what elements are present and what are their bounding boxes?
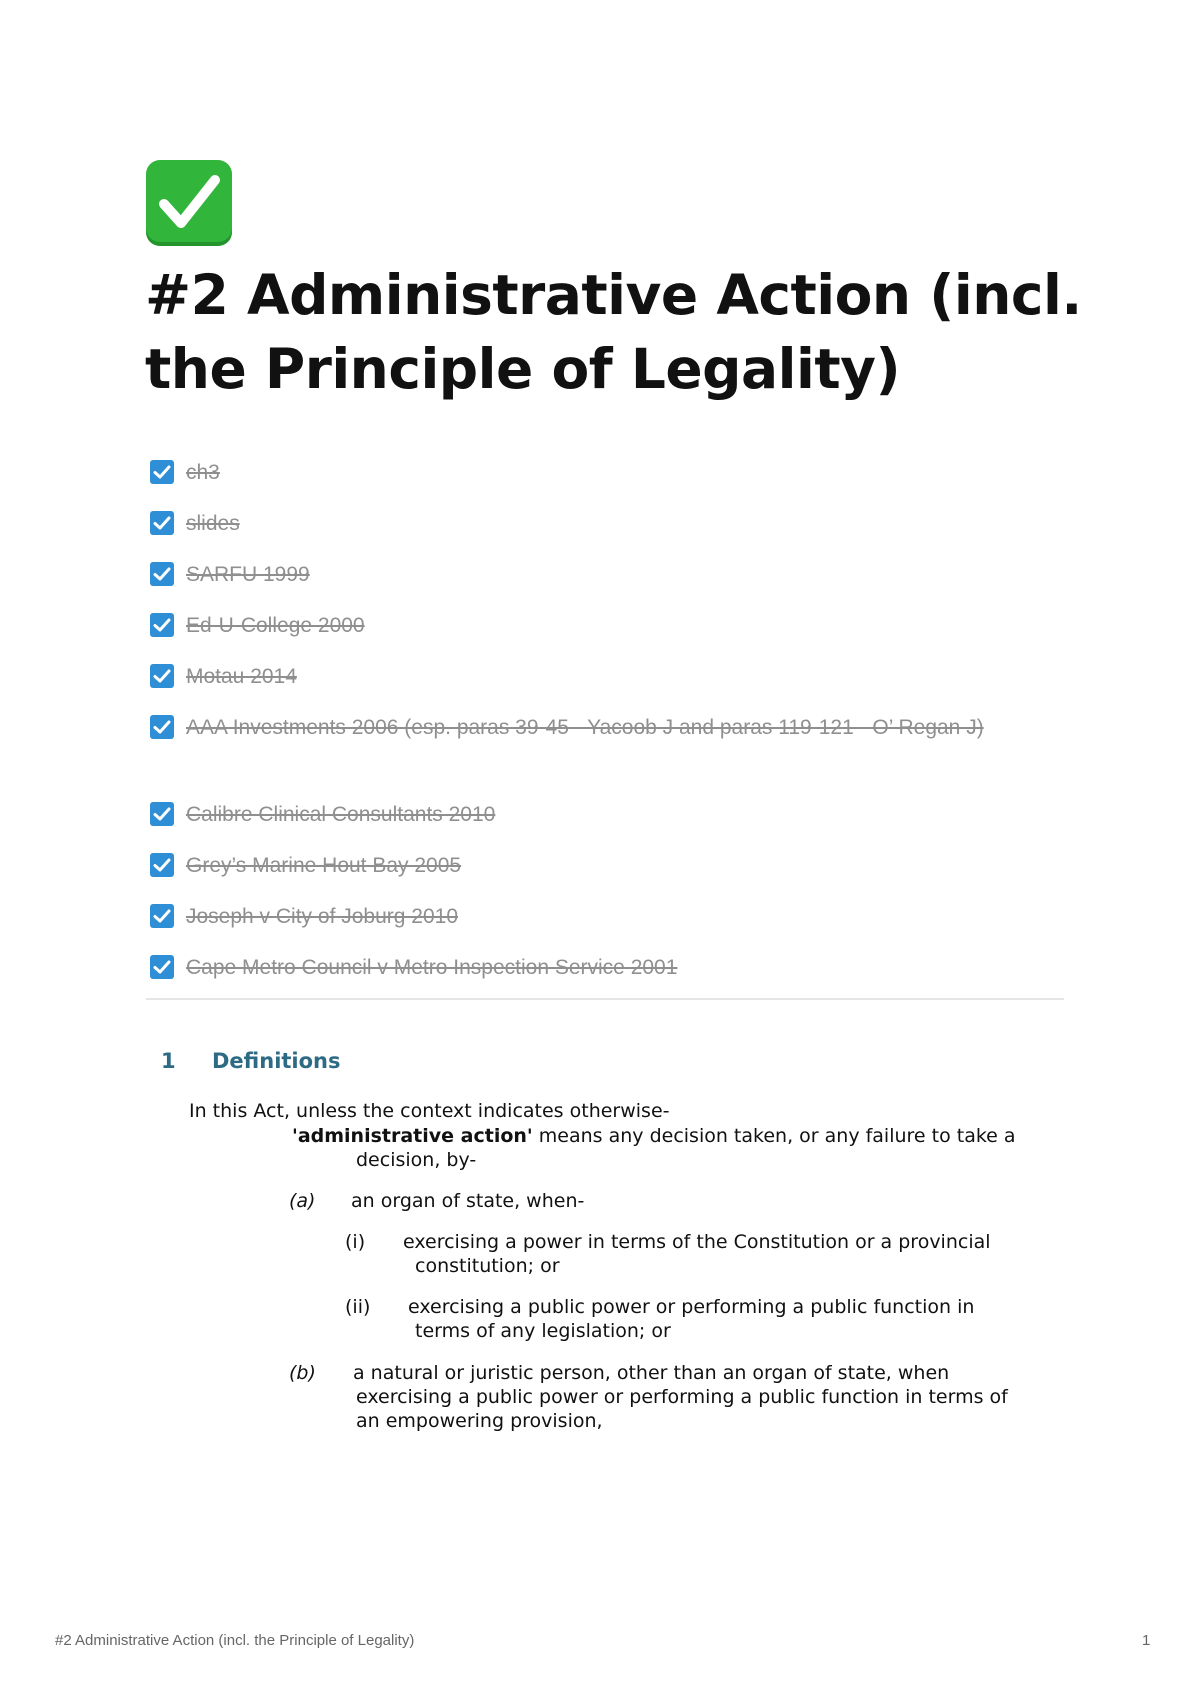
checkbox-checked-icon[interactable] [150,613,174,637]
checkbox-checked-icon[interactable] [150,460,174,484]
defined-term: 'administrative action' [292,1125,533,1147]
todo-text: Calibre Clinical Consultants 2010 [186,803,496,826]
subparagraph-i-text-continued: constitution; or [415,1255,560,1277]
checkbox-checked-icon[interactable] [150,562,174,586]
todo-item [146,557,1066,593]
checkbox-checked-icon[interactable] [150,511,174,535]
section-number: 1 [161,1049,176,1073]
definition-text: means any decision taken, or any failure to take a [532,1125,1016,1147]
checkbox-checked-icon[interactable] [150,904,174,928]
todo-text: AAA Investments 2006 (esp. paras 39-45 - Yacoob J and paras 119-121 - O’ Regan J) [186,716,984,739]
todo-text: SARFU 1999 [186,563,310,586]
paragraph-a-label: (a) [289,1190,316,1212]
paragraph-b-text: a natural or juristic person, other than an organ of state, when [353,1362,950,1384]
todo-item [146,710,1066,746]
todo-text: Joseph v City of Joburg 2010 [186,905,458,928]
subparagraph-ii-label: (ii) [345,1296,371,1318]
todo-item [146,950,1066,986]
todo-text: Motau 2014 [186,665,297,688]
todo-text: Ed-U-College 2000 [186,614,365,637]
divider [146,998,1064,1000]
checkbox-checked-icon[interactable] [150,955,174,979]
section-heading: Definitions [212,1049,341,1073]
subparagraph-ii-text: exercising a public power or performing a public function in [408,1296,975,1318]
subparagraph-i-text: exercising a power in terms of the Constitution or a provincial [403,1231,991,1253]
todo-item [146,659,1066,695]
todo-text: Cape Metro Council v Metro Inspection Service 2001 [186,956,678,979]
todo-text: ch3 [186,461,220,484]
paragraph-b-text-continued: exercising a public power or performing a public function in terms of [356,1386,1008,1408]
checkbox-checked-icon[interactable] [150,802,174,826]
paragraph-a-text: an organ of state, when- [351,1190,585,1212]
todo-item [146,797,1066,833]
todo-text: slides [186,512,240,535]
todo-text: Grey’s Marine Hout Bay 2005 [186,854,462,877]
paragraph-b-text-continued: an empowering provision, [356,1410,603,1432]
footer-page-number: 1 [1142,1632,1151,1649]
todo-item [146,506,1066,542]
definition-text-continued: decision, by- [356,1149,477,1171]
todo-item [146,608,1066,644]
footer-title: #2 Administrative Action (incl. the Principle of Legality) [55,1632,415,1649]
page-title: #2 Administrative Action (incl. the Principle of Legality) [145,263,1082,401]
definition-intro: In this Act, unless the context indicates otherwise- [189,1100,670,1122]
checkbox-checked-icon[interactable] [150,853,174,877]
todo-item [146,455,1066,491]
definition-term-line [292,1124,1016,1148]
paragraph-b-label: (b) [289,1362,316,1384]
checkbox-checked-icon[interactable] [150,715,174,739]
subparagraph-ii-text-continued: terms of any legislation; or [415,1320,671,1342]
todo-item [146,899,1066,935]
checkbox-checked-icon[interactable] [150,664,174,688]
todo-item [146,848,1066,884]
subparagraph-i-label: (i) [345,1231,366,1253]
